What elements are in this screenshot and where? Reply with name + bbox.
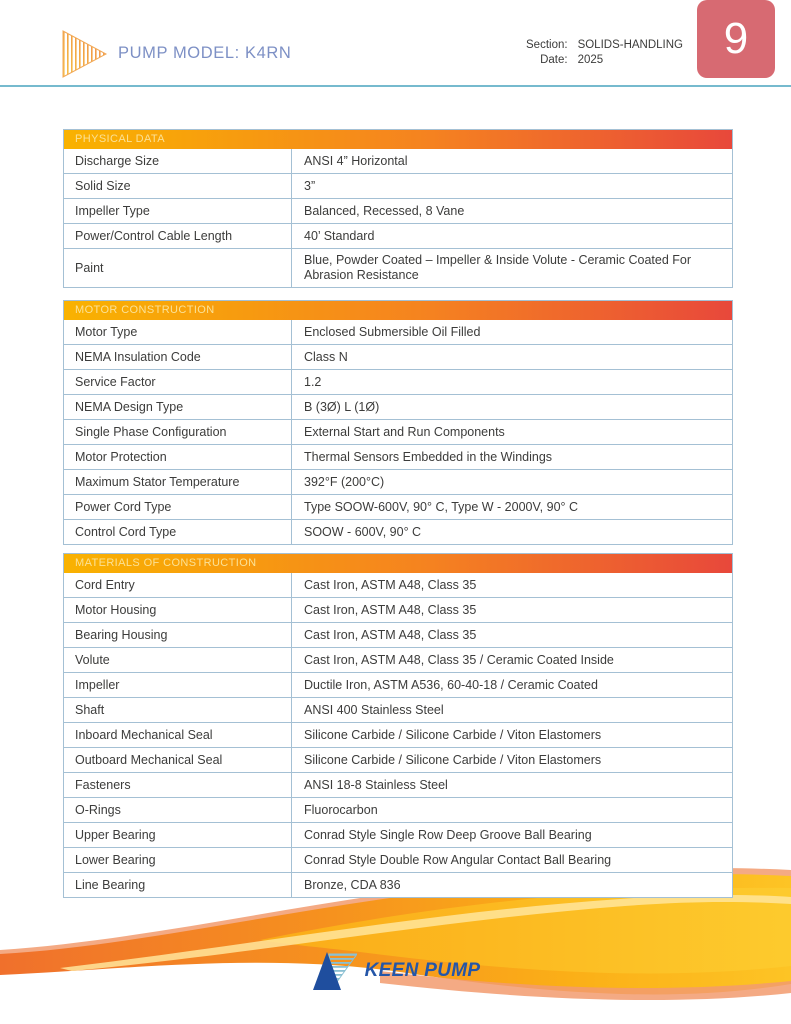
spec-value: Type SOOW-600V, 90° C, Type W - 2000V, 90° C: [304, 499, 579, 514]
spec-value: 40’ Standard: [304, 228, 375, 243]
spec-value: Silicone Carbide / Silicone Carbide / Viton Elastomers: [304, 727, 602, 742]
table-row: [64, 872, 732, 897]
section-value: SOLIDS-HANDLING: [577, 39, 683, 51]
header-divider: [0, 85, 791, 87]
table-row: [64, 573, 732, 597]
table-row: [64, 223, 732, 248]
page-title: PUMP MODEL: K4RN: [118, 44, 292, 62]
spec-value: Ductile Iron, ASTM A536, 60-40-18 / Ceramic Coated: [304, 677, 598, 692]
spec-value: Balanced, Recessed, 8 Vane: [304, 203, 465, 218]
spec-value: Cast Iron, ASTM A48, Class 35: [304, 602, 477, 617]
date-label: Date:: [540, 54, 568, 66]
spec-label: Impeller Type: [64, 199, 292, 223]
table-row: [64, 198, 732, 223]
table-row: [64, 622, 732, 647]
spec-label: Shaft: [64, 698, 292, 722]
table-row: [64, 697, 732, 722]
spec-value: Blue, Powder Coated – Impeller & Inside Volute - Ceramic Coated For Abrasion Resistance: [304, 253, 691, 282]
spec-label: Single Phase Configuration: [64, 420, 292, 444]
spec-label: Upper Bearing: [64, 823, 292, 847]
section-label: Section:: [526, 39, 568, 51]
spec-value: ANSI 400 Stainless Steel: [304, 702, 444, 717]
spec-label: Power/Control Cable Length: [64, 224, 292, 248]
spec-value: Bronze, CDA 836: [304, 877, 401, 892]
keen-pump-logo-icon: [311, 950, 357, 992]
spec-label: Power Cord Type: [64, 495, 292, 519]
table-row: [64, 797, 732, 822]
page-number-badge: 9: [697, 0, 775, 78]
table-row: [64, 847, 732, 872]
table-row: [64, 444, 732, 469]
spec-label: Motor Type: [64, 320, 292, 344]
table-row: [64, 469, 732, 494]
spec-value: Conrad Style Single Row Deep Groove Ball Bearing: [304, 827, 592, 842]
table-row: [64, 519, 732, 544]
spec-label: Solid Size: [64, 174, 292, 198]
spec-label: Motor Housing: [64, 598, 292, 622]
spec-label: Service Factor: [64, 370, 292, 394]
spec-label: Lower Bearing: [64, 848, 292, 872]
table-row: [64, 672, 732, 697]
spec-value: Enclosed Submersible Oil Filled: [304, 324, 481, 339]
spec-label: Inboard Mechanical Seal: [64, 723, 292, 747]
table-row: [64, 772, 732, 797]
spec-value: 3”: [304, 178, 316, 193]
spec-label: Bearing Housing: [64, 623, 292, 647]
table-row: [64, 494, 732, 519]
table-row: [64, 747, 732, 772]
spec-value: Silicone Carbide / Silicone Carbide / Viton Elastomers: [304, 752, 602, 767]
spec-label: Volute: [64, 648, 292, 672]
table-row: [64, 320, 732, 344]
spec-label: Paint: [64, 249, 292, 287]
table-row: [64, 344, 732, 369]
table-row: [64, 419, 732, 444]
date-value: 2025: [577, 54, 604, 66]
table-row: [64, 647, 732, 672]
spec-value: 392°F (200°C): [304, 474, 385, 489]
spec-label: O-Rings: [64, 798, 292, 822]
materials-of-construction-table: [63, 553, 733, 898]
spec-label: Fasteners: [64, 773, 292, 797]
spec-value: Class N: [304, 349, 348, 364]
brand-name: KEEN PUMP: [364, 960, 481, 981]
table-row: [64, 822, 732, 847]
spec-label: Line Bearing: [64, 873, 292, 897]
spec-value: SOOW - 600V, 90° C: [304, 524, 422, 539]
spec-value: 1.2: [304, 374, 322, 389]
spec-label: NEMA Design Type: [64, 395, 292, 419]
table-row: [64, 369, 732, 394]
section-date-block: [526, 38, 683, 67]
spec-label: Impeller: [64, 673, 292, 697]
spec-label: Maximum Stator Temperature: [64, 470, 292, 494]
spec-value: Fluorocarbon: [304, 802, 378, 817]
spec-label: Discharge Size: [64, 149, 292, 173]
spec-label: NEMA Insulation Code: [64, 345, 292, 369]
spec-label: Motor Protection: [64, 445, 292, 469]
table-header: PHYSICAL DATA: [64, 130, 732, 149]
spec-label: Cord Entry: [64, 573, 292, 597]
spec-value: ANSI 4” Horizontal: [304, 153, 408, 168]
spec-value: Thermal Sensors Embedded in the Windings: [304, 449, 553, 464]
spec-value: Cast Iron, ASTM A48, Class 35 / Ceramic Coated Inside: [304, 652, 614, 667]
table-header: MATERIALS OF CONSTRUCTION: [64, 554, 732, 573]
spec-value: Cast Iron, ASTM A48, Class 35: [304, 627, 477, 642]
table-row: [64, 149, 732, 173]
table-row: [64, 394, 732, 419]
spec-value: Cast Iron, ASTM A48, Class 35: [304, 577, 477, 592]
spec-label: Outboard Mechanical Seal: [64, 748, 292, 772]
motor-construction-table: [63, 300, 733, 545]
brand-footer: [0, 950, 791, 992]
striped-triangle-arrow-icon: [62, 29, 108, 79]
spec-value: Conrad Style Double Row Angular Contact Ball Bearing: [304, 852, 612, 867]
spec-value: B (3Ø) L (1Ø): [304, 399, 380, 414]
spec-value: ANSI 18-8 Stainless Steel: [304, 777, 448, 792]
table-row: [64, 722, 732, 747]
table-row: [64, 173, 732, 198]
table-row: [64, 248, 732, 287]
spec-value: External Start and Run Components: [304, 424, 505, 439]
spec-label: Control Cord Type: [64, 520, 292, 544]
table-row: [64, 597, 732, 622]
physical-data-table: [63, 129, 733, 288]
table-header: MOTOR CONSTRUCTION: [64, 301, 732, 320]
